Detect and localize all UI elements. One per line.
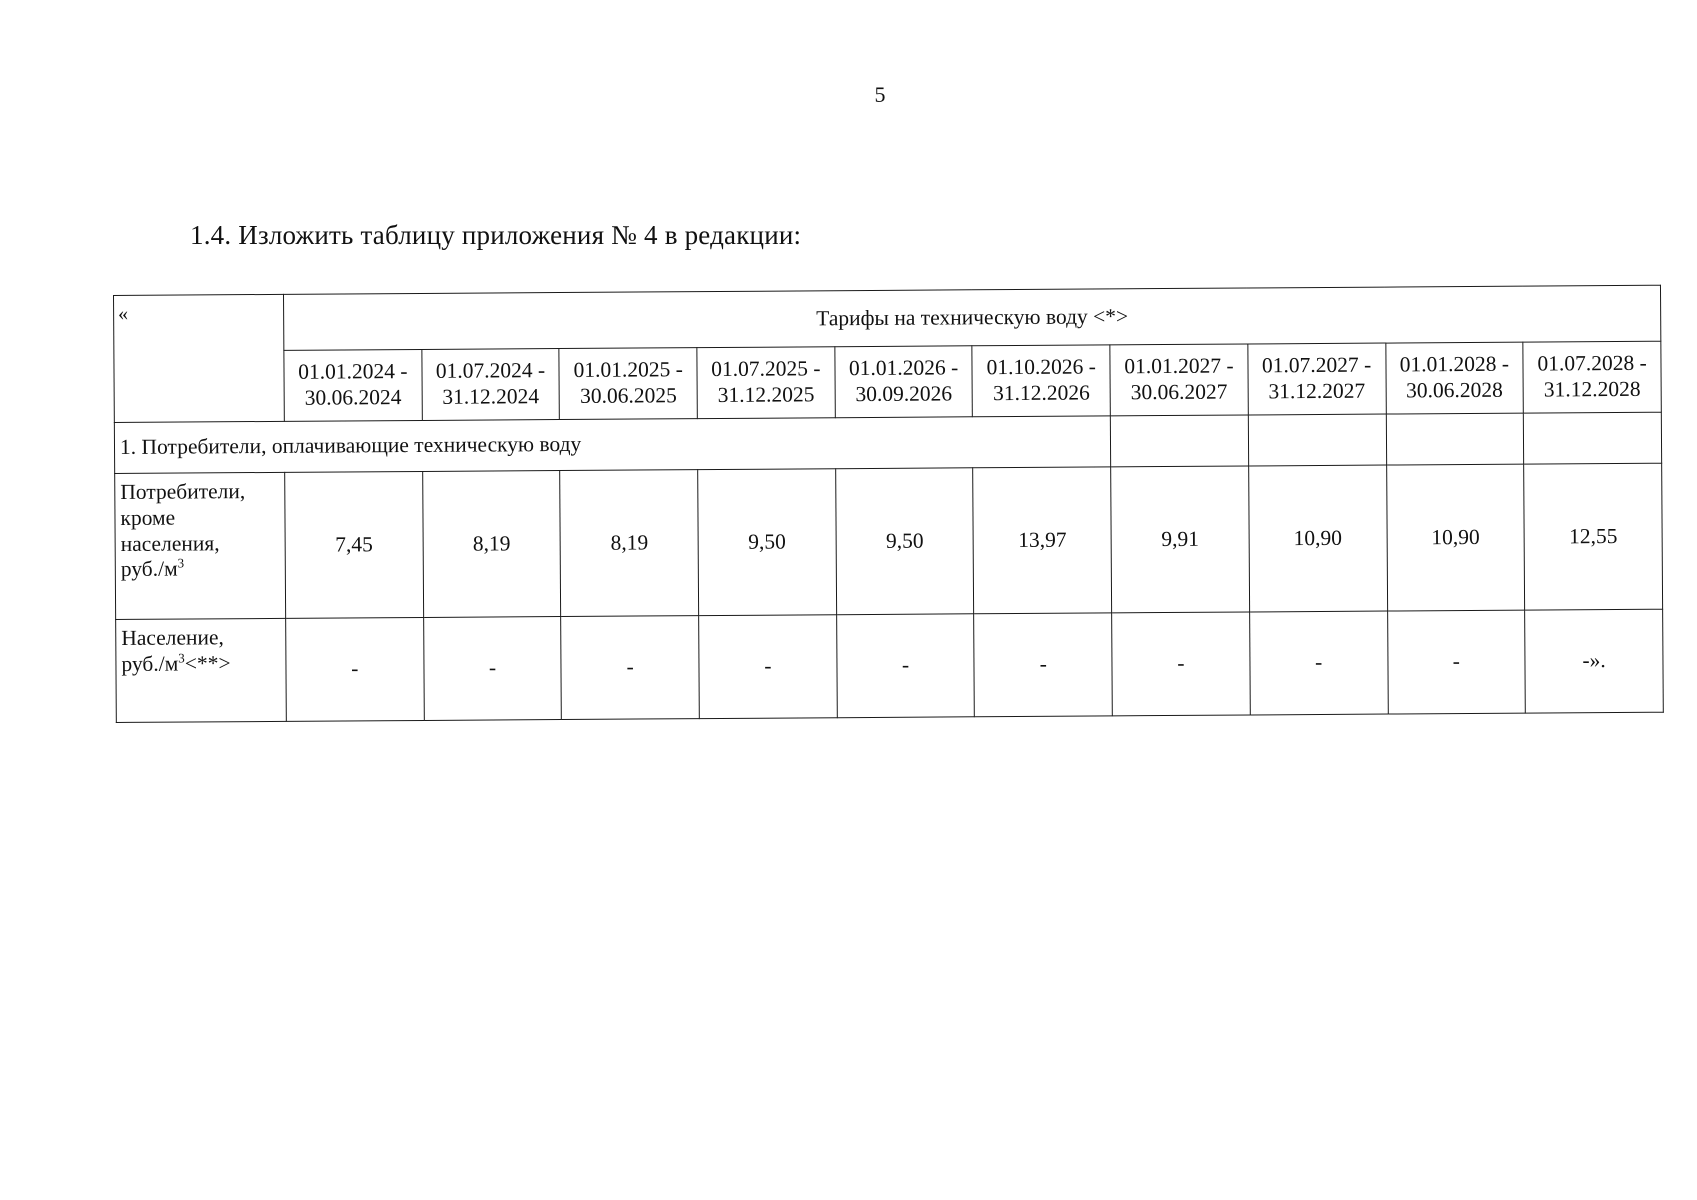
period-header — [1110, 344, 1248, 416]
period-to: 31.12.2025 — [717, 382, 815, 407]
table-title: Тарифы на техническую воду <*> — [283, 285, 1660, 350]
period-to: 31.12.2027 — [1268, 378, 1366, 404]
tariff-value: - — [561, 616, 699, 720]
period-header — [422, 349, 560, 421]
tariff-value: -». — [1525, 609, 1663, 713]
row-label — [115, 472, 286, 619]
row-label-line: кроме — [120, 505, 176, 530]
tariff-table-container — [113, 285, 1664, 723]
empty-cell — [1248, 414, 1386, 466]
period-to: 30.06.2027 — [1130, 379, 1228, 405]
row-label-line: Потребители, — [120, 479, 246, 504]
period-from: 01.01.2025 - — [573, 357, 683, 383]
tariff-value: - — [1387, 610, 1525, 714]
period-to: 31.12.2028 — [1543, 376, 1641, 402]
period-header-row — [114, 341, 1661, 422]
tariff-value: 10,90 — [1386, 464, 1525, 611]
period-from: 01.01.2027 - — [1124, 353, 1234, 379]
period-from: 01.01.2024 - — [298, 359, 408, 384]
row-label-line: Население, — [121, 625, 224, 650]
empty-cell — [1110, 415, 1248, 467]
period-to: 30.06.2024 — [304, 385, 402, 410]
tariff-value: - — [974, 613, 1112, 717]
tariff-value: - — [1249, 611, 1387, 715]
section-label: 1. Потребители, оплачивающие техническую воду — [114, 416, 1110, 474]
tariff-value: 12,55 — [1524, 463, 1663, 610]
period-to: 31.12.2026 — [992, 380, 1090, 406]
period-from: 01.01.2028 - — [1399, 351, 1510, 377]
empty-cell — [1386, 413, 1524, 465]
tariff-value: - — [423, 617, 561, 721]
tariff-value: 13,97 — [973, 467, 1112, 614]
open-quote: « — [118, 302, 129, 325]
period-to: 30.06.2028 — [1406, 377, 1503, 403]
open-quote-cell — [114, 294, 285, 422]
period-from: 01.07.2028 - — [1537, 351, 1647, 376]
period-header — [1523, 341, 1661, 413]
tariff-value: - — [836, 614, 974, 718]
tariff-value: - — [1112, 612, 1250, 716]
page-number: 5 — [874, 82, 886, 107]
row-label — [116, 618, 287, 722]
table-row — [116, 609, 1664, 722]
period-from: 01.10.2026 - — [986, 354, 1096, 380]
period-from: 01.01.2026 - — [848, 355, 959, 381]
period-from: 01.07.2024 - — [435, 358, 546, 384]
period-to: 30.09.2026 — [855, 381, 953, 407]
table-title-row — [114, 285, 1661, 351]
period-header — [697, 347, 835, 419]
row-label-line: населения, — [120, 530, 220, 556]
tariff-value: 9,50 — [698, 469, 837, 616]
tariff-value: - — [286, 617, 424, 721]
period-header — [835, 346, 973, 418]
period-header — [972, 345, 1110, 417]
period-from: 01.07.2025 - — [711, 356, 821, 382]
period-header — [559, 348, 697, 420]
tariff-value: - — [699, 615, 837, 719]
empty-cell — [1524, 412, 1662, 464]
tariff-value: 9,50 — [835, 468, 974, 615]
tariff-table — [113, 285, 1664, 723]
row-label-line: руб./м — [121, 651, 179, 676]
tariff-value: 10,90 — [1248, 465, 1387, 612]
period-from: 01.07.2027 - — [1261, 352, 1372, 378]
tariff-value: 9,91 — [1111, 466, 1250, 613]
section-heading: 1.4. Изложить таблицу приложения № 4 в редакции: — [190, 220, 802, 250]
period-header — [1248, 343, 1386, 415]
period-to: 31.12.2024 — [442, 384, 540, 409]
table-row — [115, 463, 1663, 619]
period-header — [284, 349, 422, 421]
unit-superscript: 3 — [178, 650, 185, 666]
tariff-value: 7,45 — [285, 471, 424, 618]
period-to: 30.06.2025 — [579, 383, 677, 408]
tariff-value: 8,19 — [560, 470, 699, 617]
period-header — [1385, 342, 1523, 414]
unit-superscript: 3 — [177, 555, 185, 571]
row-label-line: руб./м — [120, 556, 178, 582]
tariff-value: 8,19 — [422, 471, 561, 618]
footnote-mark: <**> — [184, 651, 231, 676]
